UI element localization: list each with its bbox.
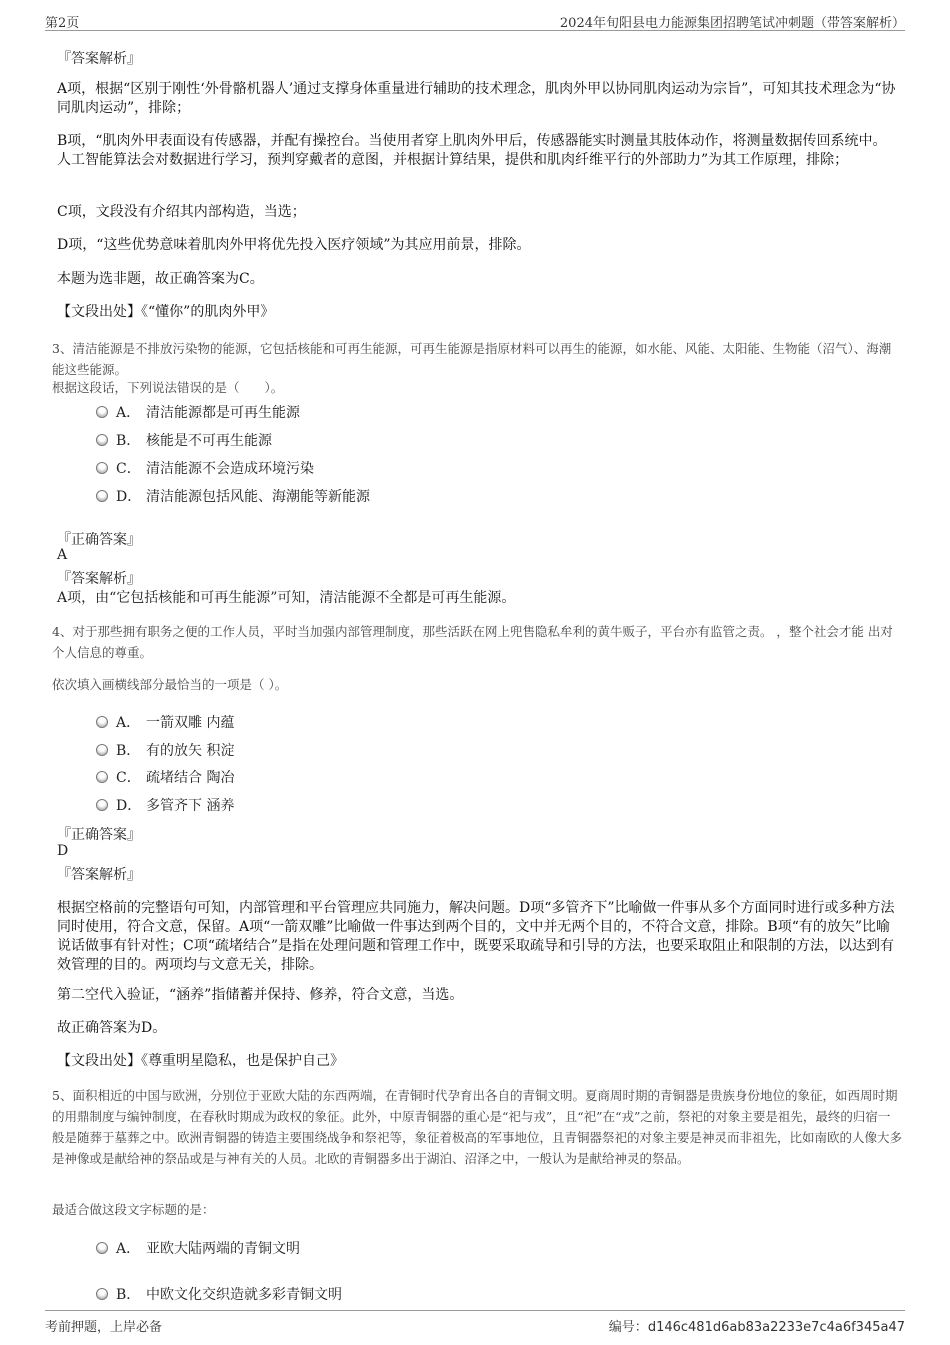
- q2-analysis-label: 『答案解析』: [57, 51, 141, 67]
- q3-correct-answer: A: [57, 547, 68, 563]
- q3-stem: 3、清洁能源是不排放污染物的能源，它包括核能和可再生能源，可再生能源是指原材料可以再生的能源，如水能、风能、太阳能、生物能（沼气）、海潮能这些能源。: [52, 341, 892, 377]
- q4-correct-label: 『正确答案』: [57, 827, 141, 843]
- q2-conclusion: 本题为选非题，故正确答案为C。: [57, 271, 264, 287]
- radio-icon: [96, 406, 108, 418]
- q4-correct-answer: D: [57, 843, 69, 859]
- page-header: [45, 8, 905, 31]
- document-title: 2024年旬阳县电力能源集团招聘笔试冲刺题（带答案解析）: [559, 16, 905, 31]
- q3-option-b[interactable]: B． 核能是不可再生能源: [96, 430, 272, 450]
- q4-conclusion: 故正确答案为D。: [57, 1020, 167, 1036]
- q3-analysis-label: 『答案解析』: [57, 571, 141, 587]
- q4-option-c[interactable]: C． 疏堵结合 陶冶: [96, 767, 234, 787]
- q5-prompt: 最适合做这段文字标题的是：: [52, 1202, 215, 1217]
- q2-analysis-a: A项，根据“区别于刚性‘外骨骼机器人’通过支撑身体重量进行辅助的技术理念，肌肉外甲以协同肌肉运动为宗旨”，可知其技术理念为“协同肌肉运动”，排除；: [57, 81, 896, 116]
- radio-icon: [96, 716, 108, 728]
- q4-option-b[interactable]: B． 有的放矢 积淀: [96, 740, 234, 760]
- radio-icon: [96, 799, 108, 811]
- q3-analysis: A项，由“它包括核能和可再生能源”可知，清洁能源不全都是可再生能源。: [57, 590, 516, 606]
- q3-option-a[interactable]: A． 清洁能源都是可再生能源: [96, 402, 300, 422]
- radio-icon: [96, 771, 108, 783]
- radio-icon: [96, 490, 108, 502]
- q5-stem: 5、面积相近的中国与欧洲，分别位于亚欧大陆的东西两端，在青铜时代孕育出各自的青铜文明。夏商周时期的青铜器是贵族身份地位的象征，如西周时期的用鼎制度与编钟制度，在春秋时期成为政权的象征。此外，中原青铜器的重心是“祀与戎”，且“祀”在“戎”之前，祭祀的对象主要是祖先，最终的归宿一般是随葬于墓葬之中。欧洲青铜器的铸造主要围绕战争和祭祀等，象征着极高的军事地位，且青铜器祭祀的对象主要是神灵而非祖先，比如南欧的人像大多是神像或是献给神的祭品或是与神有关的人员。北欧的青铜器多出于湖泊、沼泽之中，一般认为是献给神灵的祭品。: [52, 1088, 903, 1166]
- radio-icon: [96, 1242, 108, 1254]
- radio-icon: [96, 1288, 108, 1300]
- q2-analysis-b: B项，“肌肉外甲表面设有传感器，并配有操控台。当使用者穿上肌肉外甲后，传感器能实时测量其肢体动作，将测量数据传回系统中。人工智能算法会对数据进行学习，预判穿戴者的意图，并根据计算结果，提供和肌肉纤维平行的外部助力”为其工作原理，排除；: [57, 133, 887, 168]
- q3-option-c[interactable]: C． 清洁能源不会造成环境污染: [96, 458, 314, 478]
- radio-icon: [96, 434, 108, 446]
- q2-analysis-d: D项，“这些优势意味着肌肉外甲将优先投入医疗领域”为其应用前景，排除。: [57, 237, 531, 253]
- q5-option-a[interactable]: A． 亚欧大陆两端的青铜文明: [96, 1238, 300, 1258]
- q4-stem: 4、对于那些拥有职务之便的工作人员，平时当加强内部管理制度，那些活跃在网上兜售隐私牟利的黄牛贩子，平台亦有监管之责。 ，整个社会才能 出对个人信息的尊重。: [52, 624, 893, 660]
- radio-icon: [96, 462, 108, 474]
- q2-source: 【文段出处】《“懂你”的肌肉外甲》: [57, 304, 275, 320]
- q2-analysis-c: C项，文段没有介绍其内部构造，当选；: [57, 204, 306, 220]
- q4-option-d[interactable]: D． 多管齐下 涵养: [96, 795, 234, 815]
- document-code: 编号：d146c481d6ab83a2233e7c4a6f345a47: [608, 1320, 905, 1335]
- q4-option-a[interactable]: A． 一箭双雕 内蕴: [96, 712, 234, 732]
- footer-slogan: 考前押题，上岸必备: [45, 1320, 163, 1335]
- q3-correct-label: 『正确答案』: [57, 532, 141, 548]
- q4-prompt: 依次填入画横线部分最恰当的一项是（ ）。: [52, 677, 288, 692]
- radio-icon: [96, 744, 108, 756]
- q4-analysis: 根据空格前的完整语句可知，内部管理和平台管理应共同施力，解决问题。D项“多管齐下”比喻做一件事从多个方面同时进行或多种方法同时使用，符合文意，保留。A项“一箭双雕”比喻做一件事达到两个目的，文中并无两个目的，不符合文意，排除。B项“有的放矢”比喻说话做事有针对性；C项“疏堵结合”是指在处理问题和管理工作中，既要采取疏导和引导的方法，也要采取阻止和限制的方法，以达到有效管理的目的。两项均与文意无关，排除。: [57, 900, 895, 973]
- q4-analysis-label: 『答案解析』: [57, 867, 141, 883]
- q4-second-blank: 第二空代入验证，“涵养”指储蓄并保持、修养，符合文意，当选。: [57, 987, 464, 1003]
- q4-source: 【文段出处】《尊重明星隐私，也是保护自己》: [57, 1053, 344, 1069]
- page-footer: [45, 1310, 905, 1339]
- q3-option-d[interactable]: D． 清洁能源包括风能、海潮能等新能源: [96, 486, 370, 506]
- page-number: 第2页: [45, 16, 80, 31]
- q3-prompt: 根据这段话，下列说法错误的是（ ）。: [52, 380, 284, 395]
- q5-option-b[interactable]: B． 中欧文化交织造就多彩青铜文明: [96, 1284, 342, 1304]
